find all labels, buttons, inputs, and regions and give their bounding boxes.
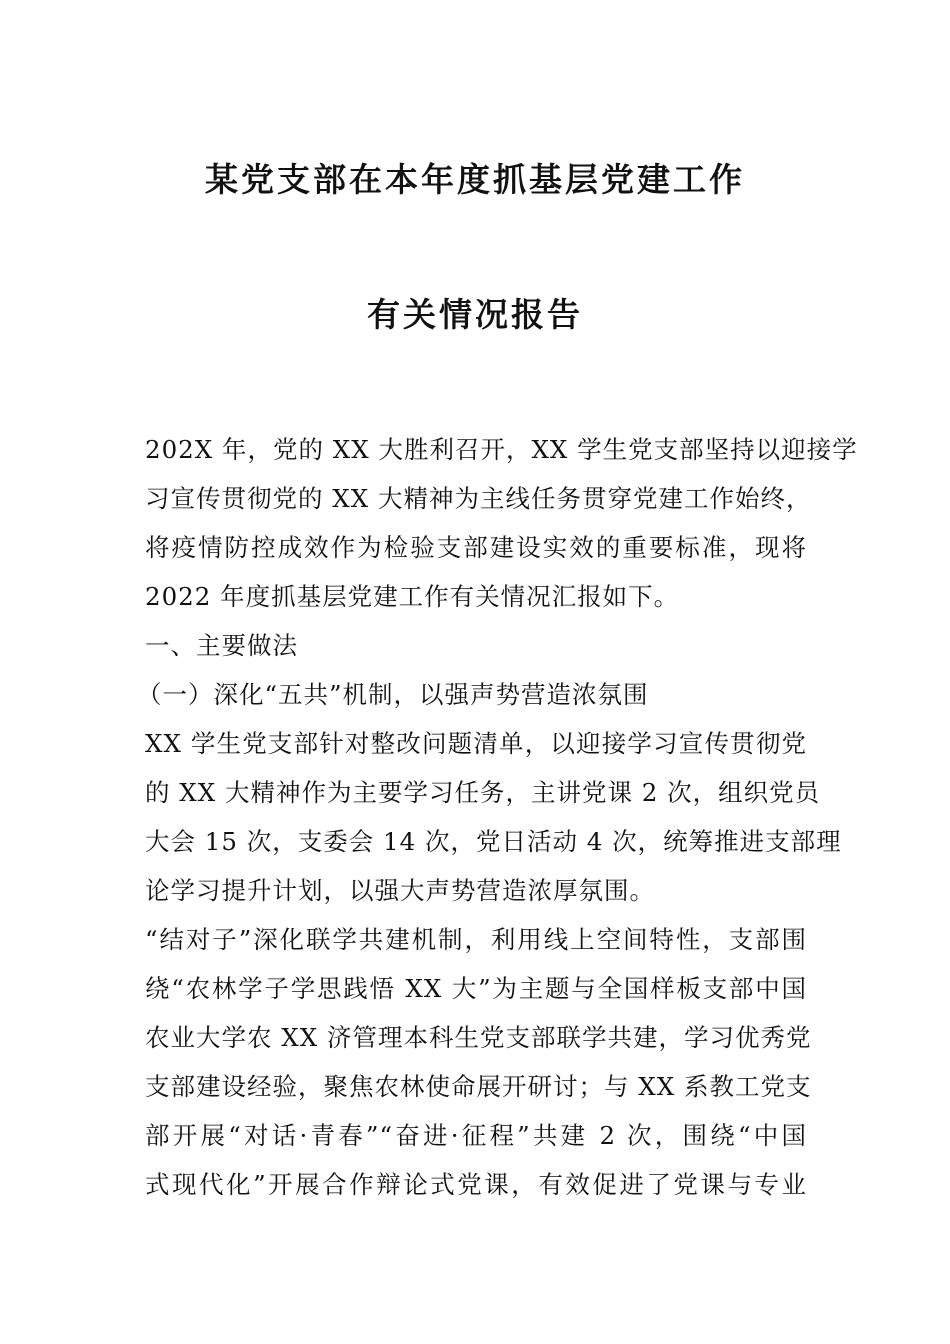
paragraph-line: 绕“农林学子学思践悟 XX 大”为主题与全国样板支部中国 (145, 974, 807, 1003)
paragraph-line: XX 学生党支部针对整改问题清单，以迎接学习宣传贯彻党 (145, 729, 807, 758)
intro-line: 202X 年，党的 XX 大胜利召开，XX 学生党支部坚持以迎接学 (145, 435, 858, 464)
intro-line: 将疫情防控成效作为检验支部建设实效的重要标准，现将 (145, 533, 807, 562)
document-title-line-2: 有关情况报告 (367, 295, 583, 334)
intro-paragraph (145, 425, 858, 621)
subsection-heading: （一）深化“五共”机制，以强声势营造浓氛围 (137, 680, 649, 709)
body-paragraph-1 (145, 719, 842, 915)
paragraph-line: 部开展“对话·青春”“奋进·征程”共建 2 次，围绕“中国 (145, 1121, 807, 1150)
paragraph-line: 的 XX 大精神作为主要学习任务，主讲党课 2 次，组织党员 (145, 778, 821, 807)
paragraph-line: 支部建设经验，聚焦农林使命展开研讨；与 XX 系教工党支 (145, 1072, 812, 1101)
paragraph-line: 论学习提升计划，以强大声势营造浓厚氛围。 (145, 876, 655, 905)
body-paragraph-2 (145, 915, 812, 1209)
section-heading: 一、主要做法 (145, 631, 298, 660)
intro-line: 习宣传贯彻党的 XX 大精神为主线任务贯穿党建工作始终， (145, 484, 812, 513)
intro-line: 2022 年度抓基层党建工作有关情况汇报如下。 (145, 582, 680, 611)
paragraph-line: “结对子”深化联学共建机制，利用线上空间特性，支部围 (145, 925, 807, 954)
document-body (137, 425, 858, 1209)
paragraph-line: 大会 15 次，支委会 14 次，党日活动 4 次，统筹推进支部理 (145, 827, 842, 856)
paragraph-line: 式现代化”开展合作辩论式党课，有效促进了党课与专业 (145, 1170, 807, 1199)
document-title-line-1: 某党支部在本年度抓基层党建工作 (205, 160, 745, 199)
paragraph-line: 农业大学农 XX 济管理本科生党支部联学共建，学习优秀党 (145, 1023, 812, 1052)
